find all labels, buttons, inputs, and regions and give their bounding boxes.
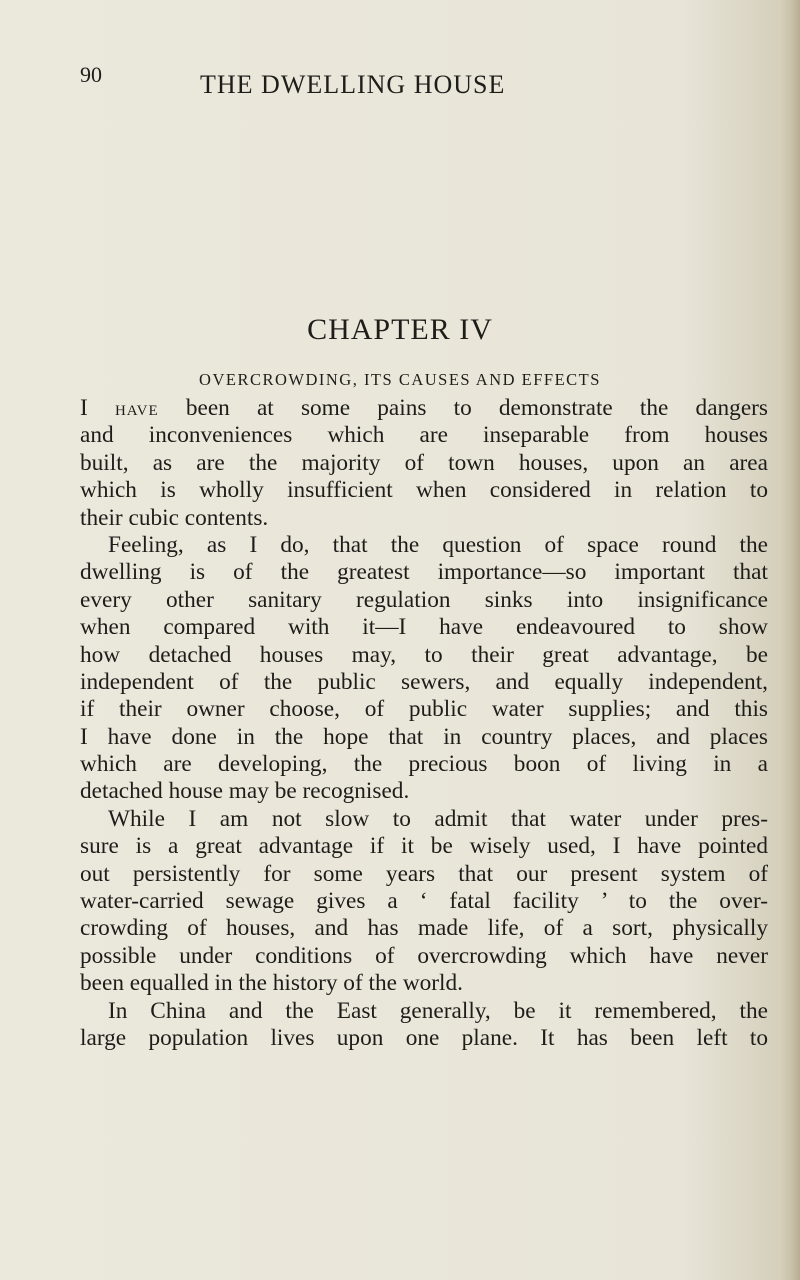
text-line: I have done in the hope that in country places, and places	[80, 723, 768, 750]
chapter-title: CHAPTER IV	[307, 313, 493, 346]
text-line: been equalled in the history of the world.	[80, 970, 463, 997]
text-line: detached house may be recognised.	[80, 778, 410, 805]
text-line: every other sanitary regulation sinks into insignificance	[80, 586, 768, 613]
text-line: and inconveniences which are inseparable from houses	[80, 422, 768, 449]
text-line: built, as are the majority of town houses, upon an area	[80, 449, 768, 476]
text-line: if their owner choose, of public water supplies; and this	[80, 696, 768, 723]
first-word-smallcaps: HAVE	[114, 403, 159, 419]
text-line: crowding of houses, and has made life, of a sort, physically	[80, 915, 768, 942]
text-line: their cubic contents.	[80, 504, 269, 531]
page-edge	[778, 0, 800, 1280]
page-number: 90	[80, 62, 102, 87]
text-line-1	[80, 395, 768, 422]
text-line: dwelling is of the greatest importance—so important that	[80, 559, 768, 586]
running-head: THE DWELLING HOUSE	[200, 70, 506, 99]
text-line: out persistently for some years that our present system of	[80, 860, 768, 887]
body-text	[80, 395, 768, 1052]
text-line: which is wholly insufficient when considered in relation to	[80, 477, 768, 504]
text-line: which are developing, the precious boon of living in a	[80, 751, 768, 778]
text-line: Feeling, as I do, that the question of space round the	[108, 531, 768, 558]
text-line: independent of the public sewers, and equally independent,	[80, 668, 768, 695]
text-line: large population lives upon one plane. It has been left to	[80, 1024, 768, 1051]
text-line: how detached houses may, to their great advantage, be	[80, 641, 768, 668]
text-line: While I am not slow to admit that water under pres-	[108, 805, 768, 832]
text-line-1-rest: been at some pains to demonstrate the dangers	[158, 395, 768, 421]
text-line: when compared with it—I have endeavoured to show	[80, 614, 768, 641]
text-line: In China and the East generally, be it remembered, the	[108, 997, 768, 1024]
chapter-subtitle: OVERCROWDING, ITS CAUSES AND EFFECTS	[199, 370, 601, 389]
first-letter: I	[80, 395, 88, 421]
text-line: possible under conditions of overcrowding which have never	[80, 942, 768, 969]
text-line: sure is a great advantage if it be wisely used, I have pointed	[80, 833, 768, 860]
text-line: water-carried sewage gives a ‘ fatal facility ’ to the over-	[80, 888, 768, 915]
